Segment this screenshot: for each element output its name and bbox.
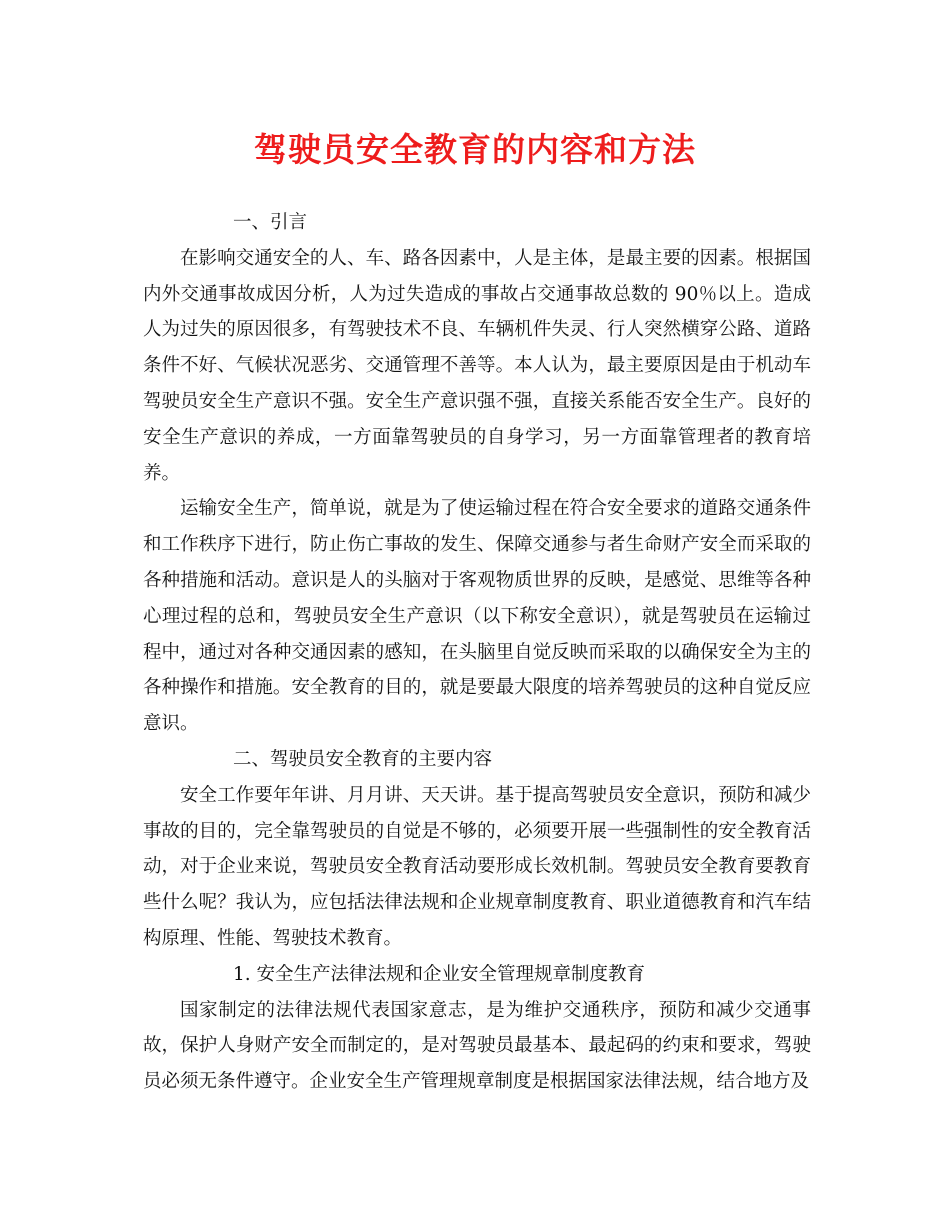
body-paragraph: 安全工作要年年讲、月月讲、天天讲。基于提高驾驶员安全意识，预防和减少事故的目的，完全靠驾驶员的自觉是不够的，必须要开展一些强制性的安全教育活动，对于企业来说，驾驶员安全教育活动要形成长效机制。驾驶员安全教育要教育些什么呢？我认为，应包括法律法规和企业规章制度教育、职业道德教育和汽车结构原理、性能、驾驶技术教育。	[143, 784, 811, 949]
body-paragraph: 在影响交通安全的人、车、路各因素中，人是主体，是最主要的因素。根据国内外交通事故成因分析，人为过失造成的事故占交通事故总数的 90％以上。造成人为过失的原因很多，有驾驶技术不良、车辆机件失灵、行人突然横穿公路、道路条件不好、气候状况恶劣、交通管理不善等。本人认为，最主要原因是由于机动车驾驶员安全生产意识不强。安全生产意识强不强，直接关系能否安全生产。良好的安全生产意识的养成，一方面靠驾驶员的自身学习，另一方面靠管理者的教育培养。	[143, 247, 811, 484]
subsection-heading-laws: 1. 安全生产法律法规和企业安全管理规章制度教育	[233, 963, 646, 985]
section-heading-main-content: 二、驾驶员安全教育的主要内容	[233, 748, 493, 770]
body-paragraph: 国家制定的法律法规代表国家意志，是为维护交通秩序，预防和减少交通事故，保护人身财产安全而制定的，是对驾驶员最基本、最起码的约束和要求，驾驶员必须无条件遵守。企业安全生产管理规章制度是根据国家法律法规，结合地方及	[143, 999, 811, 1093]
document-title: 驾驶员安全教育的内容和方法	[254, 130, 696, 169]
section-heading-intro: 一、引言	[233, 212, 308, 233]
document-body	[143, 205, 811, 1100]
body-paragraph: 运输安全生产，简单说，就是为了使运输过程在符合安全要求的道路交通条件和工作秩序下进行，防止伤亡事故的发生、保障交通参与者生命财产安全而采取的各种措施和活动。意识是人的头脑对于客观物质世界的反映，是感觉、思维等各种心理过程的总和，驾驶员安全生产意识（以下称安全意识），就是驾驶员在运输过程中，通过对各种交通因素的感知，在头脑里自觉反映而采取的以确保安全为主的各种操作和措施。安全教育的目的，就是要最大限度的培养驾驶员的这种自觉反应意识。	[143, 498, 811, 735]
